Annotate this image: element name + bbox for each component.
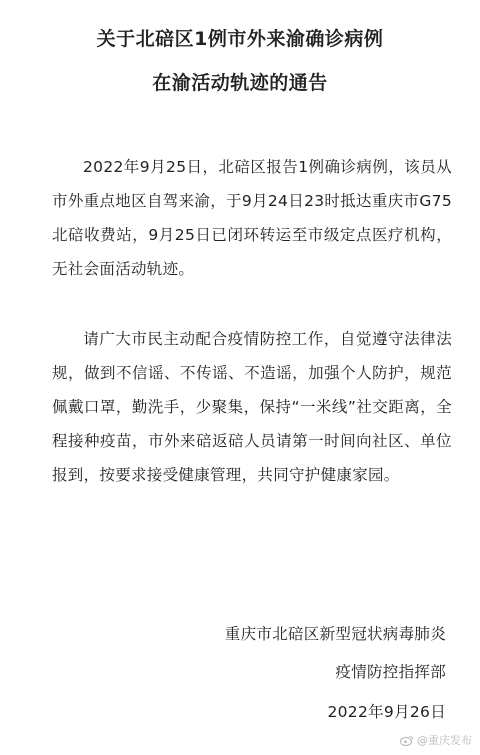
signature-date: 2022年9月26日 — [327, 703, 446, 721]
notice-paragraph-1 — [52, 150, 452, 286]
watermark-text: @重庆发布 — [417, 734, 472, 747]
notice-title-line-1: 关于北碚区1例市外来渝确诊病例 — [96, 28, 384, 50]
weibo-watermark — [400, 732, 472, 748]
notice-paragraph-2 — [52, 322, 452, 492]
signature-org-line-2: 疫情防控指挥部 — [335, 663, 446, 681]
weibo-icon — [400, 735, 414, 746]
notice-title-line-2: 在渝活动轨迹的通告 — [152, 72, 328, 94]
paragraph-1-text: 2022年9月25日，北碚区报告1例确诊病例，该员从市外重点地区自驾来渝，于9月24日23时抵达重庆市G75北碚收费站，9月25日已闭环转运至市级定点医疗机构，无社会面活动轨迹。 — [52, 158, 452, 278]
signature-org-line-1: 重庆市北碚区新型冠状病毒肺炎 — [224, 625, 446, 643]
paragraph-2-text: 请广大市民主动配合疫情防控工作，自觉遵守法律法规，做到不信谣、不传谣、不造谣，加强个人防护，规范佩戴口罩，勤洗手，少聚集，保持“一米线”社交距离，全程接种疫苗，市外来碚返碚人员请第一时间向社区、单位报到，按要求接受健康管理，共同守护健康家园。 — [52, 330, 452, 484]
